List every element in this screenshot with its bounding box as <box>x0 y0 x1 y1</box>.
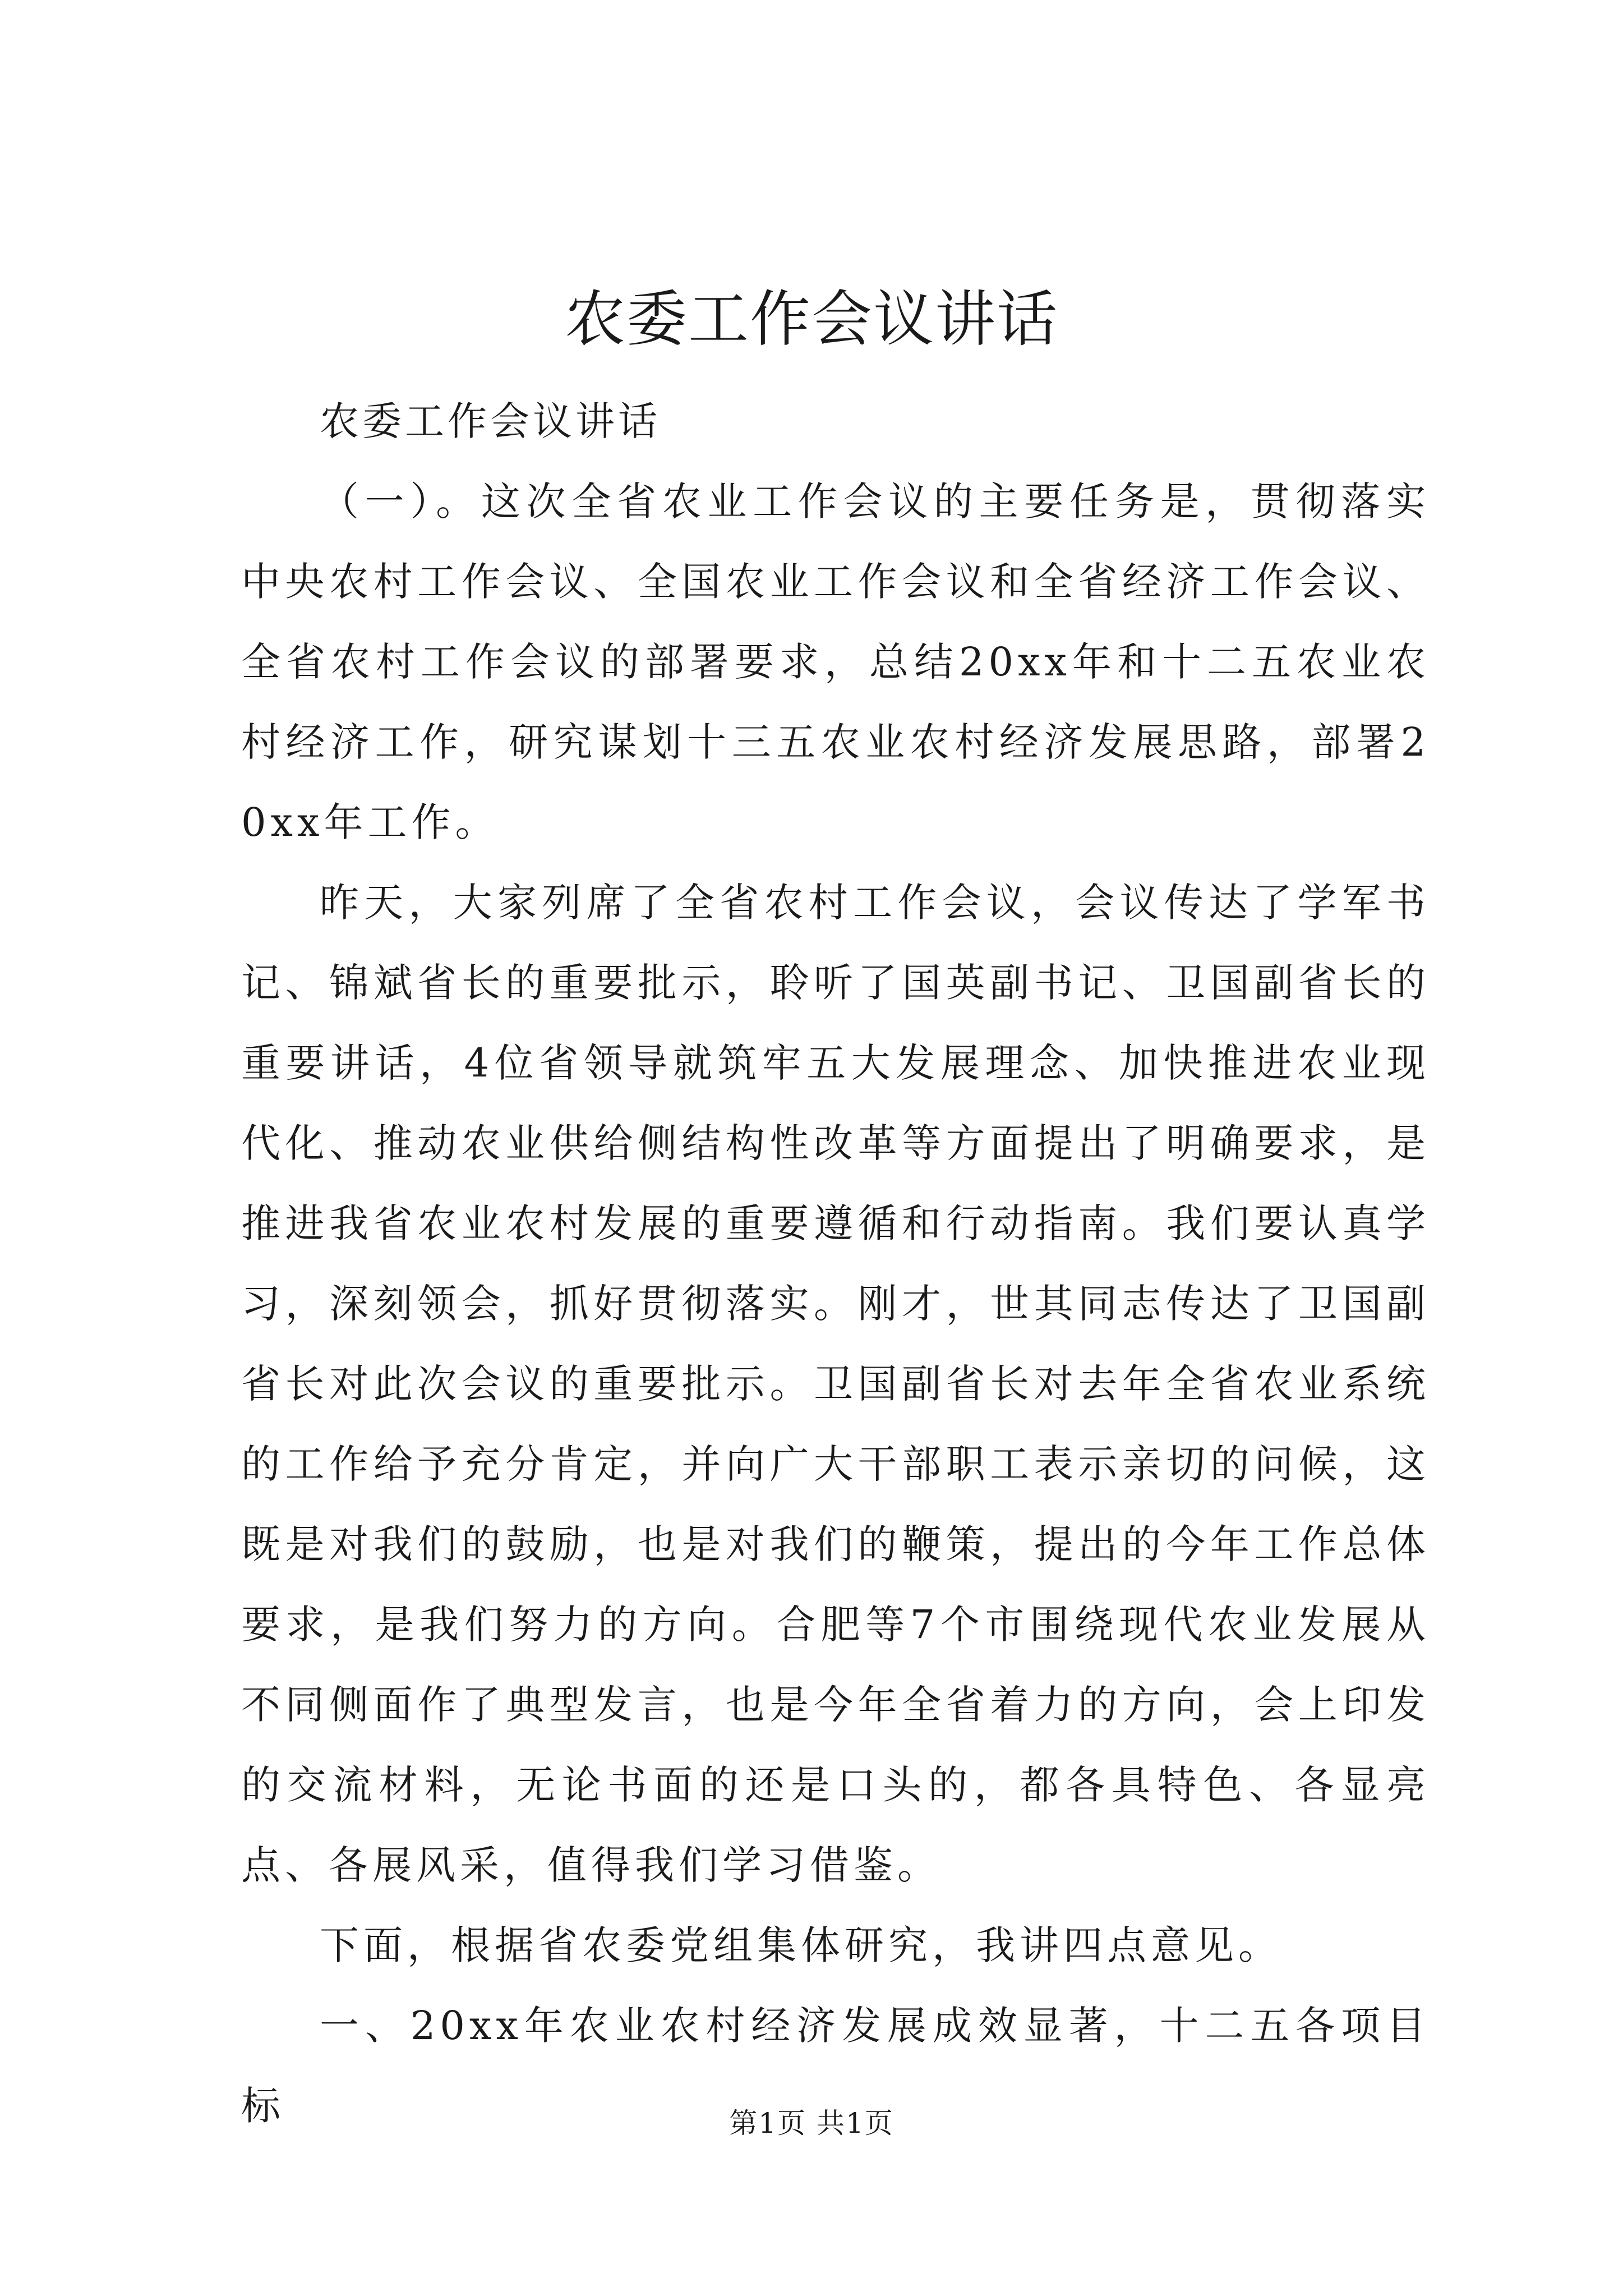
paragraph-yesterday: 昨天，大家列席了全省农村工作会议，会议传达了学军书记、锦斌省长的重要批示，聆听了国英副书记、卫国副省长的重要讲话，4位省领导就筑牢五大发展理念、加快推进农业现代化、推动农业供给侧结构性改革等方面提出了明确要求，是推进我省农业农村发展的重要遵循和行动指南。我们要认真学习，深刻领会，抓好贯彻落实。刚才，世其同志传达了卫国副省长对此次会议的重要批示。卫国副省长对去年全省农业系统的工作给予充分肯定，并向广大干部职工表示亲切的问候，这既是对我们的鼓励，也是对我们的鞭策，提出的今年工作总体要求，是我们努力的方向。合肥等7个市围绕现代农业发展从不同侧面作了典型发言，也是今年全省着力的方向，会上印发的交流材料，无论书面的还是口头的，都各具特色、各显亮点、各展风采，值得我们学习借鉴。 <box>241 880 1430 1888</box>
paragraph-subtitle: 农委工作会议讲话 <box>320 398 661 444</box>
document-title: 农委工作会议讲话 <box>564 284 1058 355</box>
page-footer: 第1页 共1页 <box>729 2107 894 2139</box>
paragraph-four-points: 下面，根据省农委党组集体研究，我讲四点意见。 <box>320 1922 1282 1968</box>
paragraph-section-one: 一、20xx年农业农村经济发展成效显著，十二五各项目标 <box>241 2003 1430 2129</box>
document-body <box>241 381 1430 2146</box>
paragraph-intro: （一）。这次全省农业工作会议的主要任务是，贯彻落实中央农村工作会议、全国农业工作会议和全省经济工作会议、全省农村工作会议的部署要求，总结20xx年和十二五农业农村经济工作，研究谋划十三五农业农村经济发展思路，部署20xx年工作。 <box>241 478 1430 845</box>
